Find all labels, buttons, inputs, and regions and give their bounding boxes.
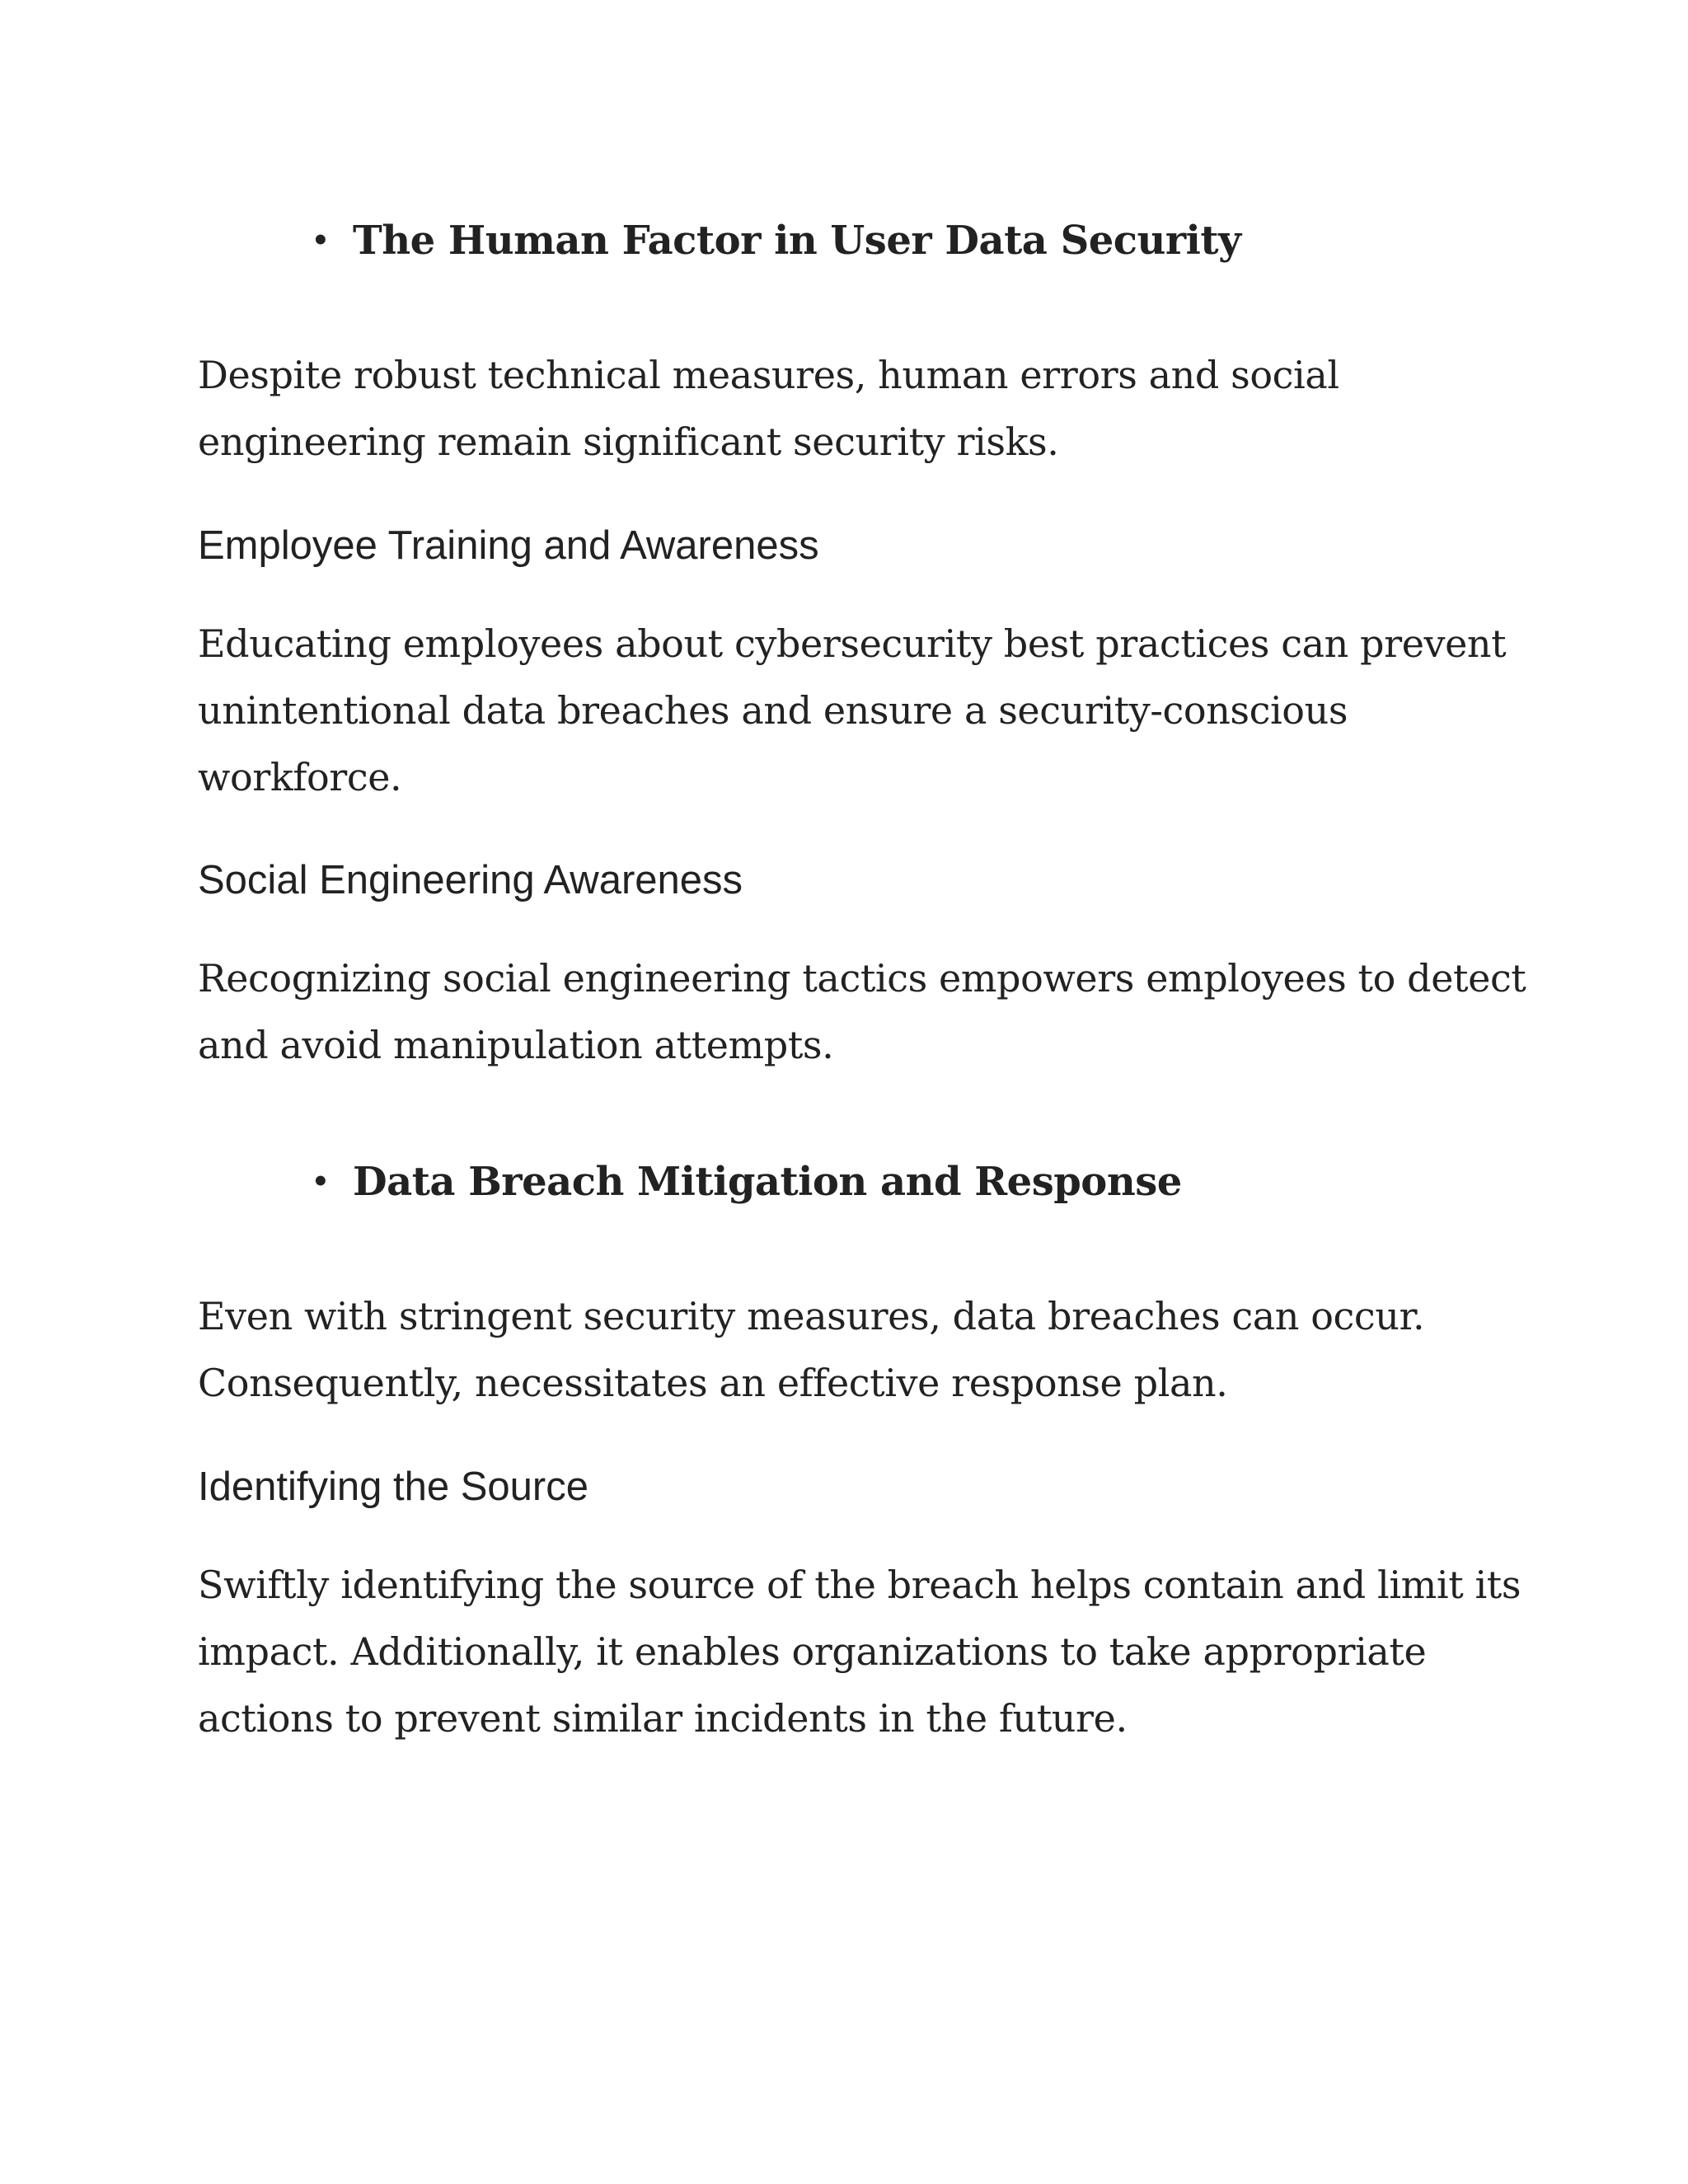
- paragraph-line: Consequently, necessitates an effective response plan.: [198, 1361, 1228, 1405]
- paragraph-line: actions to prevent similar incidents in the future.: [198, 1696, 1128, 1741]
- paragraph-line: Even with stringent security measures, data breaches can occur.: [198, 1294, 1425, 1338]
- subsection-title-social-engineering: Social Engineering Awareness: [198, 858, 743, 902]
- paragraph-line: Educating employees about cybersecurity best practices can prevent: [198, 621, 1507, 666]
- paragraph-line: Despite robust technical measures, human errors and social: [198, 353, 1339, 397]
- section-heading-human-factor: [312, 216, 1548, 265]
- section-intro-paragraph: [198, 1283, 1500, 1417]
- section-heading-text: The Human Factor in User Data Security: [353, 218, 1241, 264]
- subsection-paragraph-social-engineering: [198, 945, 1526, 1079]
- subsection-paragraph-employee-training: [198, 611, 1507, 811]
- subsection-paragraph-identifying-source: [198, 1552, 1522, 1752]
- bullet-icon: •: [312, 224, 330, 257]
- paragraph-line: Recognizing social engineering tactics empowers employees to detect: [198, 956, 1526, 1001]
- paragraph-line: impact. Additionally, it enables organizations to take appropriate: [198, 1629, 1427, 1674]
- subsection-title-identifying-source: Identifying the Source: [198, 1465, 588, 1509]
- section-heading-data-breach: [312, 1157, 1548, 1207]
- section-heading-text: Data Breach Mitigation and Response: [353, 1159, 1182, 1205]
- section-intro-paragraph: [198, 342, 1500, 476]
- bullet-icon: •: [312, 1165, 330, 1198]
- paragraph-line: unintentional data breaches and ensure a security-conscious: [198, 688, 1348, 733]
- paragraph-line: engineering remain significant security risks.: [198, 419, 1059, 464]
- paragraph-line: Swiftly identifying the source of the breach helps contain and limit its: [198, 1563, 1522, 1607]
- subsection-title-employee-training: Employee Training and Awareness: [198, 523, 819, 568]
- paragraph-line: and avoid manipulation attempts.: [198, 1023, 834, 1067]
- paragraph-line: workforce.: [198, 755, 402, 799]
